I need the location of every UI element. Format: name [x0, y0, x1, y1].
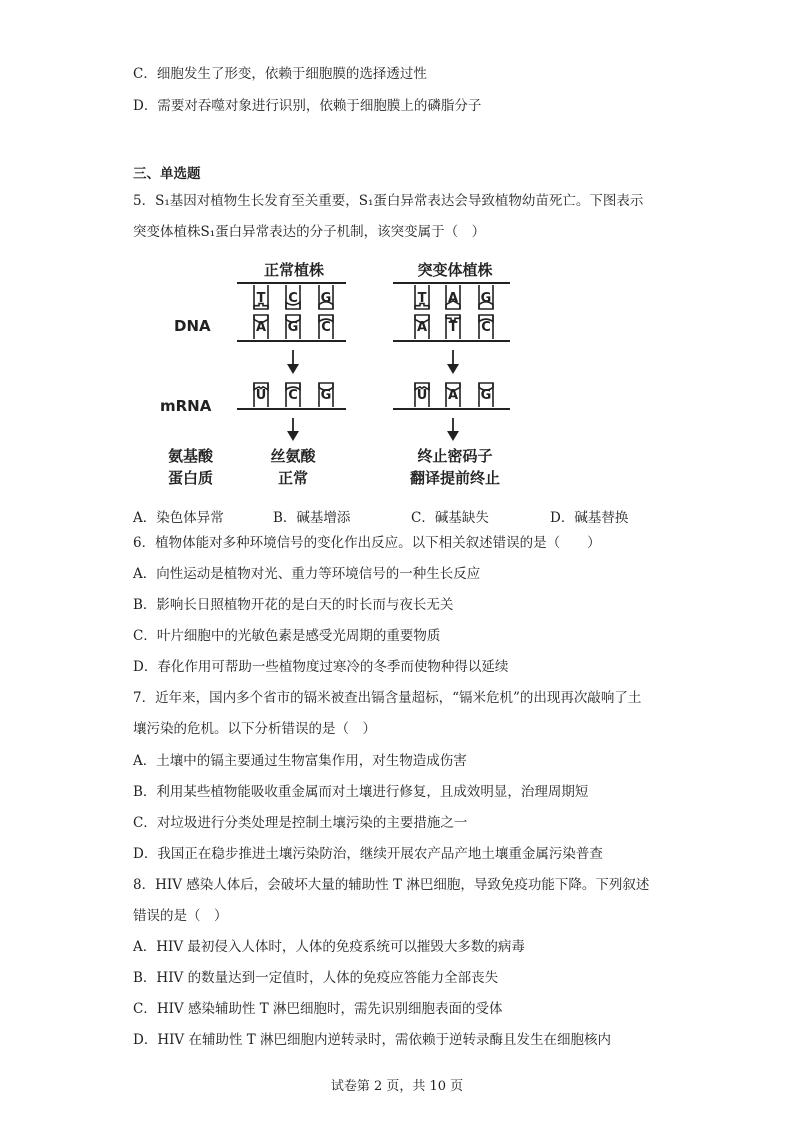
normal-dna-top-base-2: G — [320, 291, 332, 306]
normal-dna-top-base-0: T — [256, 291, 266, 306]
q5-options — [133, 506, 693, 526]
normal-arrow-dna-to-mrna — [287, 350, 299, 374]
q4-option-c: C．细胞发生了形变，依赖于细胞膜的选择透过性 — [133, 66, 427, 82]
q6-option-b: B．影响长日照植物开花的是白天的时长而与夜长无关 — [133, 597, 454, 613]
normal-dna-bottom-base-0: A — [255, 320, 267, 335]
mutant-amino-acid: 终止密码子 — [417, 447, 493, 465]
mutant-mrna-base-1: A — [447, 388, 459, 403]
q7-option-a: A．土壤中的镉主要通过生物富集作用，对生物造成伤害 — [133, 753, 467, 769]
normal-title: 正常植株 — [263, 261, 325, 279]
mutant-dna-top-base-2: G — [480, 291, 492, 306]
mutant-dna-bottom-base-1: T — [448, 320, 458, 335]
normal-amino-acid: 丝氨酸 — [270, 447, 316, 465]
mutant-arrow-dna-to-mrna — [447, 350, 459, 374]
mutant-protein: 翻译提前终止 — [409, 469, 501, 487]
mrna-label: mRNA — [160, 397, 212, 415]
mutation-figure — [150, 250, 530, 490]
normal-protein: 正常 — [277, 469, 309, 487]
mutant-dna-bottom-base-2: C — [481, 320, 491, 335]
normal-dna-bottom-base-1: G — [287, 320, 299, 335]
q5-stem-line2: 突变体植株S₁蛋白异常表达的分子机制，该突变属于（ ） — [133, 224, 486, 240]
q8-stem-line1: 8．HIV 感染人体后，会破坏大量的辅助性 T 淋巴细胞，导致免疫功能下降。下列叙述 — [133, 877, 650, 893]
mutant-mrna-base-0: U — [416, 388, 428, 403]
q7-option-b: B．利用某些植物能吸收重金属而对土壤进行修复，且成效明显，治理周期短 — [133, 784, 589, 800]
mutant-title: 突变体植株 — [417, 261, 493, 279]
q8-option-b: B．HIV 的数量达到一定值时，人体的免疫应答能力全部丧失 — [133, 970, 499, 986]
dna-label: DNA — [174, 317, 211, 335]
q7-stem-line1: 7．近年来，国内多个省市的镉米被查出镉含量超标，“镉米危机”的出现再次敲响了土 — [133, 690, 642, 706]
q5-option-a: A．染色体异常 — [133, 510, 224, 526]
q8-option-d: D．HIV 在辅助性 T 淋巴细胞内逆转录时，需依赖于逆转录酶且发生在细胞核内 — [133, 1032, 612, 1048]
q5-option-c: C．碱基缺失 — [411, 510, 489, 526]
page-footer: 试卷第 2 页，共 10 页 — [330, 1079, 464, 1094]
q8-stem-line2: 错误的是（ ） — [133, 908, 228, 924]
normal-mrna-base-1: C — [288, 388, 298, 403]
normal-mrna-base-0: U — [255, 388, 267, 403]
mutant-dna-bottom-base-0: A — [416, 320, 428, 335]
q8-option-a: A．HIV 最初侵入人体时，人体的免疫系统可以摧毁大多数的病毒 — [133, 939, 525, 955]
amino-acid-label: 氨基酸 — [168, 447, 214, 465]
normal-dna-bottom-base-2: C — [321, 320, 331, 335]
normal-dna-top-base-1: C — [288, 291, 298, 306]
mutant-arrow-mrna-to-protein — [447, 418, 459, 441]
q6-option-c: C．叶片细胞中的光敏色素是感受光周期的重要物质 — [133, 628, 441, 644]
q6-option-d: D．春化作用可帮助一些植物度过寒冷的冬季而使物种得以延续 — [133, 659, 509, 675]
mutant-mrna-base-2: G — [480, 388, 492, 403]
q6-option-a: A．向性运动是植物对光、重力等环境信号的一种生长反应 — [133, 566, 481, 582]
q5-option-d: D．碱基替换 — [550, 510, 629, 526]
normal-arrow-mrna-to-protein — [287, 418, 299, 441]
q4-option-d: D．需要对吞噬对象进行识别，依赖于细胞膜上的磷脂分子 — [133, 98, 482, 114]
q6-stem: 6．植物体能对多种环境信号的变化作出反应。以下相关叙述错误的是（ ） — [133, 535, 601, 551]
q5-option-b: B．碱基增添 — [273, 510, 351, 526]
q7-option-d: D．我国正在稳步推进土壤污染防治，继续开展农产品产地土壤重金属污染普查 — [133, 846, 603, 862]
q7-stem-line2: 壤污染的危机。以下分析错误的是（ ） — [133, 721, 376, 737]
mutant-dna-top-base-1: A — [447, 291, 459, 306]
normal-mrna-base-2: G — [320, 388, 332, 403]
q7-option-c: C．对垃圾进行分类处理是控制土壤污染的主要措施之一 — [133, 815, 468, 831]
mutant-dna-top-base-0: T — [417, 291, 427, 306]
q5-stem-line1: 5．S₁基因对植物生长发育至关重要，S₁蛋白异常表达会导致植物幼苗死亡。下图表示 — [133, 193, 644, 209]
section-title: 三、单选题 — [133, 166, 201, 182]
protein-label: 蛋白质 — [168, 469, 214, 487]
q8-option-c: C．HIV 感染辅助性 T 淋巴细胞时，需先识别细胞表面的受体 — [133, 1001, 503, 1017]
